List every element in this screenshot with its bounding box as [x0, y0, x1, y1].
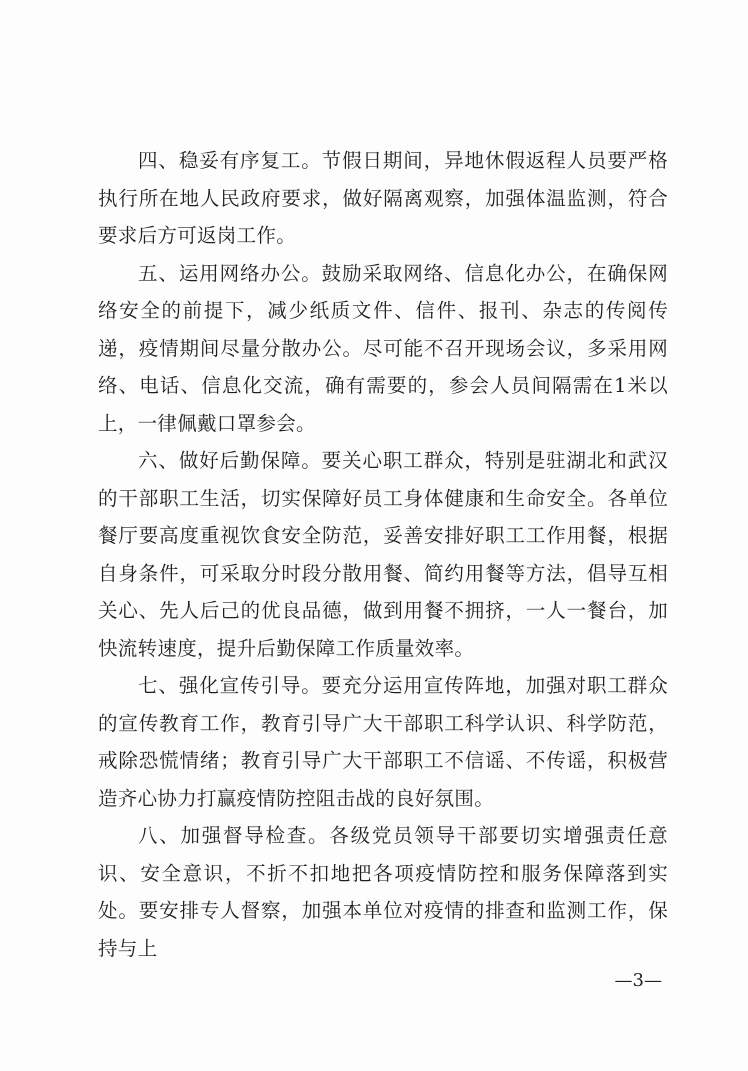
paragraph-publicity: 七、强化宣传引导。要充分运用宣传阵地，加强对职工群众的宣传教育工作，教育引导广大干部职工科学认识、科学防范，戒除恐慌情绪；教育引导广大干部职工不信谣、不传谣，积极营造齐心协力打赢疫情防控阻击战的良好氛围。	[98, 674, 668, 810]
paragraph-supervision: 八、加强督导检查。各级党员领导干部要切实增强责任意识、安全意识，不折不扣地把各项疫情防控和服务保障落到实处。要安排专人督察，加强本单位对疫情的排查和监测工作，保持与上	[98, 824, 668, 960]
paragraph-logistics: 六、做好后勤保障。要关心职工群众，特别是驻湖北和武汉的干部职工生活，切实保障好员工身体健康和生命安全。各单位餐厅要高度重视饮食安全防范，妥善安排好职工工作用餐，根据自身条件，可采取分时段分散用餐、简约用餐等方法，倡导互相关心、先人后己的优良品德，做到用餐不拥挤，一人一餐台，加快流转速度，提升后勤保障工作质量效率。	[98, 449, 668, 660]
document-body	[98, 142, 668, 967]
page-number: —3—	[614, 970, 662, 991]
paragraph-resume-work: 四、稳妥有序复工。节假日期间，异地休假返程人员要严格执行所在地人民政府要求，做好隔离观察，加强体温监测，符合要求后方可返岗工作。	[98, 149, 668, 247]
paragraph-online-office: 五、运用网络办公。鼓励采取网络、信息化办公，在确保网络安全的前提下，减少纸质文件、信件、报刊、杂志的传阅传递，疫情期间尽量分散办公。尽可能不召开现场会议，多采用网络、电话、信息化交流，确有需要的，参会人员间隔需在1米以上，一律佩戴口罩参会。	[98, 261, 668, 435]
